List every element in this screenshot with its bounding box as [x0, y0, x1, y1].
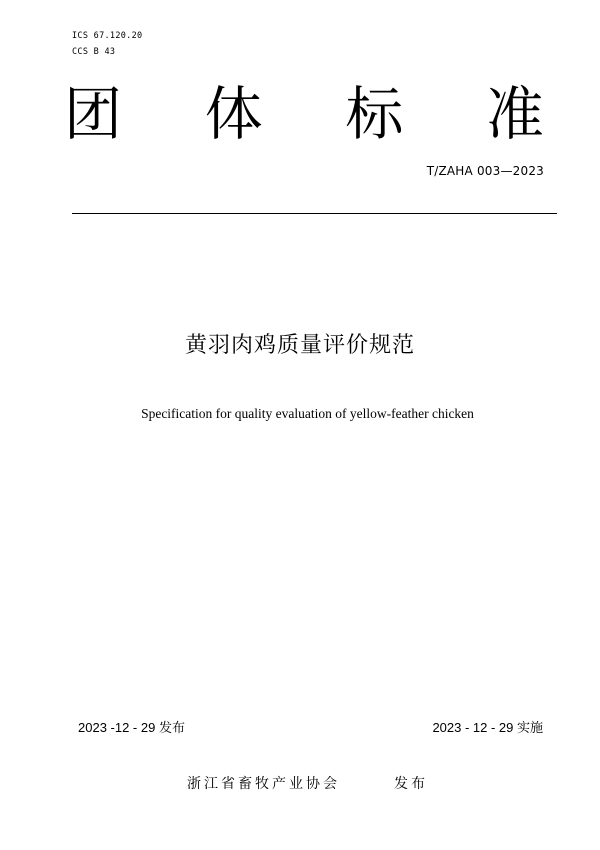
issuer-action: 发布	[394, 776, 428, 792]
standard-type-char: 团	[64, 80, 123, 148]
title-chinese: 黄羽肉鸡质量评价规范	[184, 333, 415, 358]
standard-type-heading	[64, 78, 544, 150]
title-english: Specification for quality evaluation of yellow-feather chicken	[141, 406, 474, 421]
header-divider	[72, 213, 557, 214]
standard-type-char: 标	[345, 80, 404, 148]
standard-type-char: 体	[204, 80, 263, 148]
ics-code: ICS 67.120.20	[72, 31, 143, 41]
ccs-code: CCS B 43	[72, 47, 116, 57]
standard-number: T/ZAHA 003—2023	[426, 164, 544, 178]
standard-type-char: 准	[485, 80, 544, 148]
issue-date: 2023 -12 - 29 发布	[78, 720, 185, 735]
implementation-date: 2023 - 12 - 29 实施	[432, 720, 543, 735]
issuer-name: 浙江省畜牧产业协会	[187, 776, 340, 792]
